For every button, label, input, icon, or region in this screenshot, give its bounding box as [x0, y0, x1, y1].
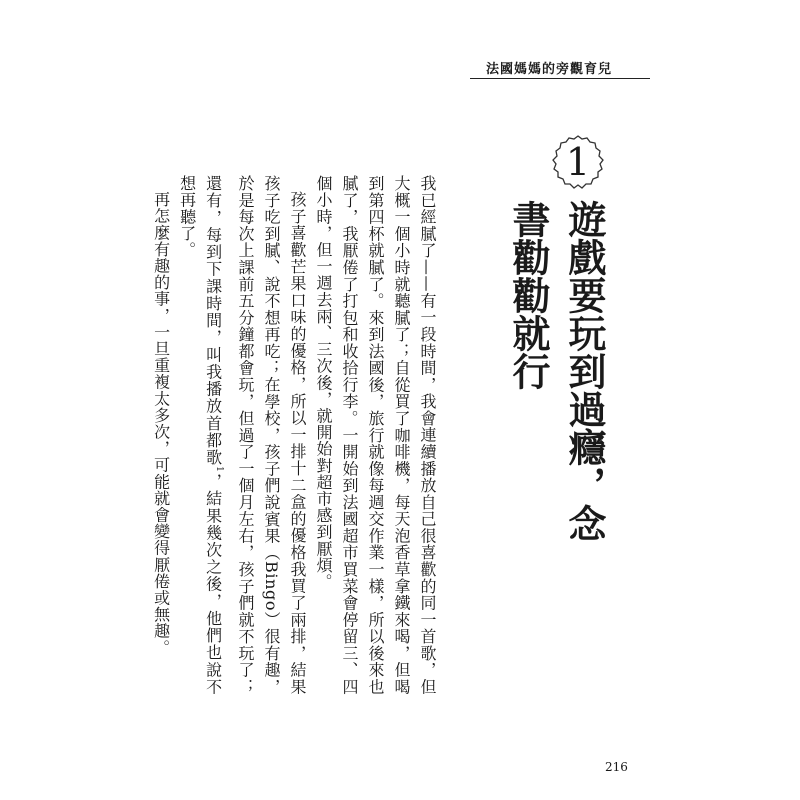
paragraph-3: 再怎麼有趣的事，一旦重複太多次，可能就會變得厭倦或無趣。	[151, 191, 171, 656]
chapter-title: 遊戲要玩到過癮，念書勸勸就行	[506, 200, 606, 542]
paragraph-1: 我已經膩了——有一段時間，我會連續播放自己很喜歡的同一首歌，但大概一個小時就聽膩了；自從買了咖啡機，每天泡香草拿鐵來喝，但喝到第四杯就膩了。來到法國後，旅行就像每週交作業一樣，所以後來也膩了，我厭倦了打包和收拾行李。一開始到法國超市買菜會停留三、四個小時，但一週去兩、三次後，就開始對超市感到厭煩。	[314, 175, 437, 695]
body-text	[151, 175, 440, 695]
running-head: 法國媽媽的旁觀育兒	[485, 62, 612, 77]
footnote-marker: 1	[214, 466, 224, 473]
chapter-number-badge	[550, 134, 606, 190]
paragraph-2-tail: ，結果幾次之後，他們也說不想再聽了。	[177, 175, 223, 695]
paragraph-2	[174, 175, 310, 695]
header-rule	[470, 78, 650, 79]
chapter-number: 1	[565, 140, 591, 184]
paragraph-2-text: 孩子喜歡芒果口味的優格，所以一排十二盒的優格我買了兩排，結果孩子吃到膩、說不想再吃；在學校，孩子們說賓果（Bingo）很有趣，於是每次上課前五分鐘都會玩，但過了一個月左右，孩子們就不玩了；還有，每到下課時間，叫我播放首都歌	[203, 175, 307, 695]
page-number: 216	[605, 760, 628, 774]
